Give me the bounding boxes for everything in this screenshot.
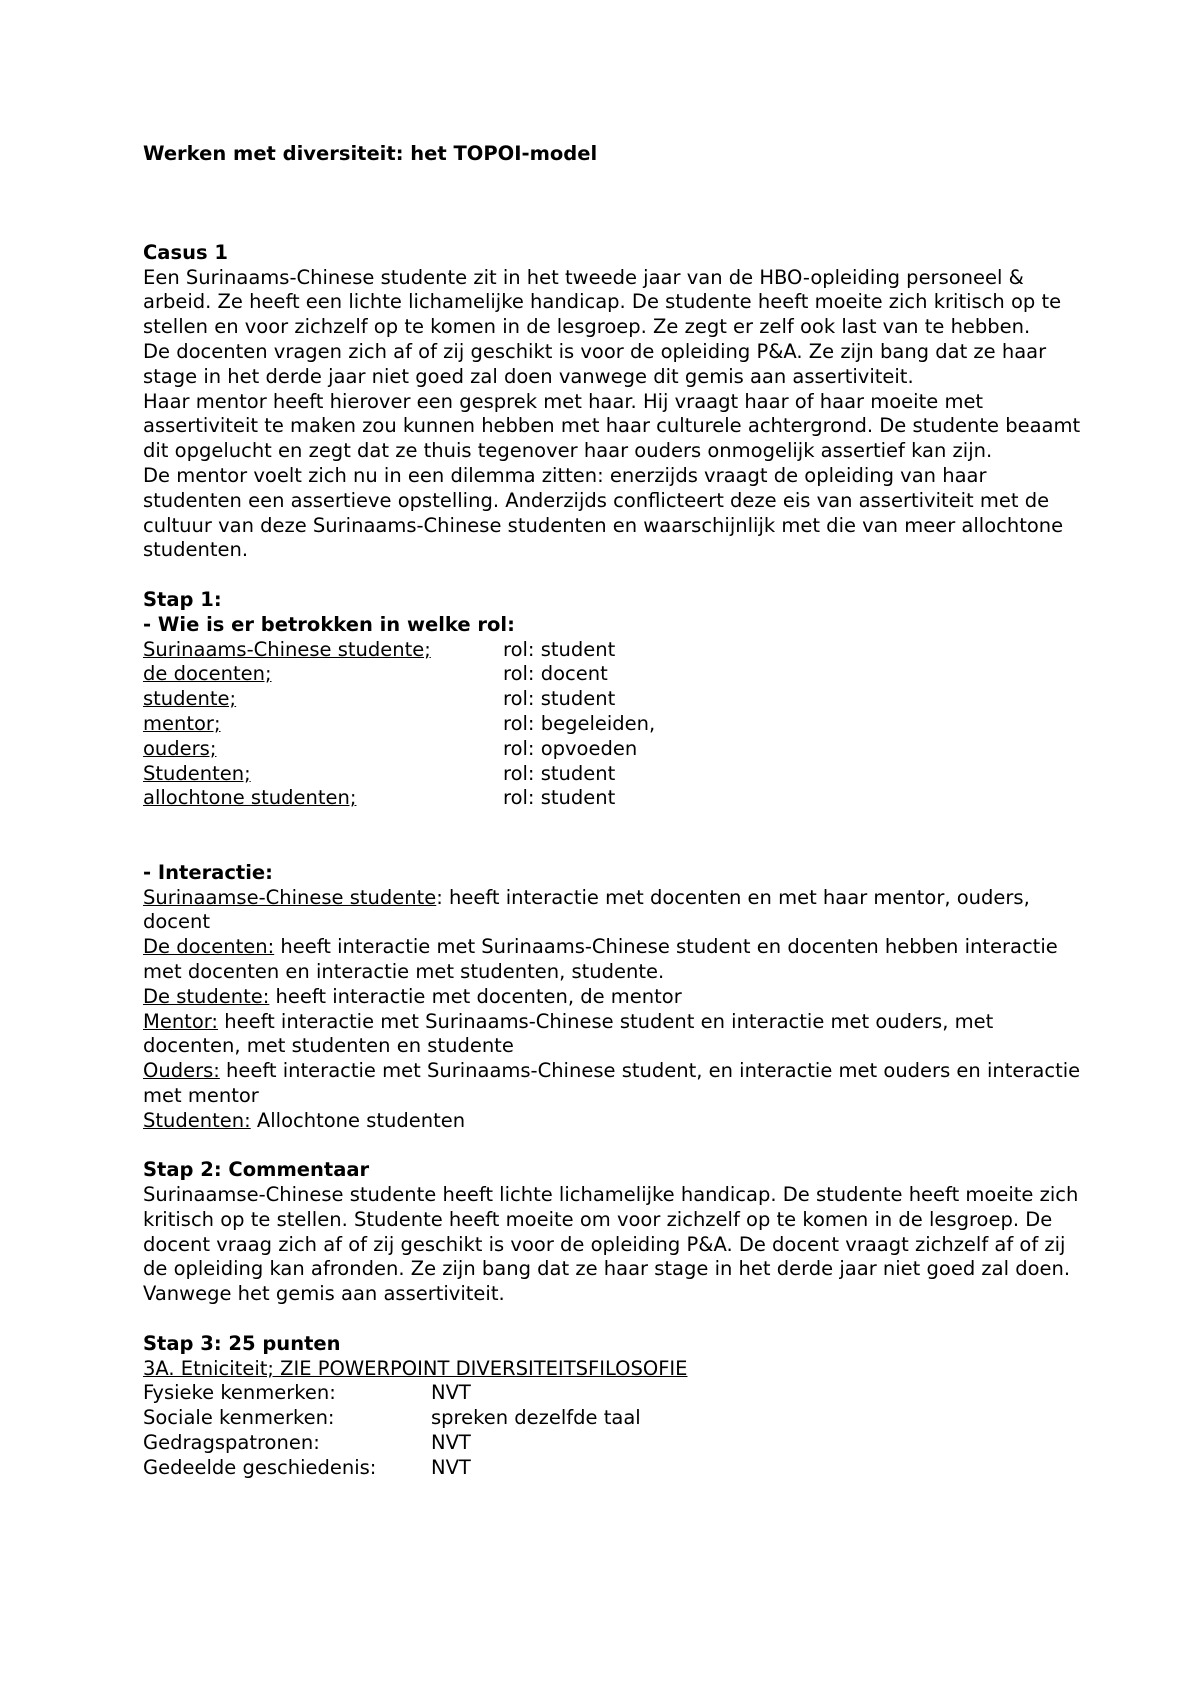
interactie-text: heeft interactie met Surinaams-Chinese student en docenten hebben interactie met docenten en interactie met studenten, studente. — [143, 935, 1058, 983]
interactie-who: De docenten: — [143, 935, 275, 959]
kenmerk-row — [143, 1406, 1083, 1431]
interactie-who: Studenten: — [143, 1108, 251, 1132]
kenmerk-row — [143, 1456, 1083, 1481]
kenmerk-value: NVT — [431, 1455, 471, 1479]
interactie-item — [143, 1010, 1083, 1060]
kenmerk-value: spreken dezelfde taal — [431, 1406, 641, 1430]
interactie-text: heeft interactie met Surinaams-Chinese student, en interactie met ouders en interactie met mentor — [143, 1059, 1081, 1107]
role-who: mentor; — [143, 711, 221, 735]
casus-paragraph: Een Surinaams-Chinese studente zit in het tweede jaar van de HBO-opleiding personeel & arbeid. Ze heeft een lichte lichamelijke handicap. De studente heeft moeite zich kritisch op te stellen en voor zichzelf op te komen in de lesgroep. Ze zegt er zelf ook last van te hebben. — [143, 265, 1062, 339]
kenmerk-label: Fysieke kenmerken: — [143, 1381, 336, 1405]
document-title: Werken met diversiteit: het TOPOI-model — [143, 142, 598, 165]
role-value: rol: student — [503, 786, 616, 810]
roles-list — [143, 638, 1083, 812]
role-who: ouders; — [143, 736, 217, 760]
role-row — [143, 638, 1083, 663]
casus-heading: Casus 1 — [143, 240, 228, 264]
role-value: rol: student — [503, 761, 616, 785]
interactie-who: Ouders: — [143, 1059, 220, 1083]
interactie-who: Surinaamse-Chinese studente — [143, 885, 437, 909]
kenmerk-row — [143, 1431, 1083, 1456]
role-who: Studenten; — [143, 761, 251, 785]
interactie-who: De studente: — [143, 984, 270, 1008]
interactie-item — [143, 985, 1083, 1010]
role-row — [143, 662, 1083, 687]
role-value: rol: student — [503, 687, 616, 711]
interactie-text: Allochtone studenten — [250, 1108, 466, 1132]
stap3-subheading-text: 3A. Etniciteit; ZIE POWERPOINT DIVERSITEITSFILOSOFIE — [143, 1356, 688, 1380]
casus-paragraph: Haar mentor heeft hierover een gesprek met haar. Hij vraagt haar of haar moeite met assertiviteit te maken zou kunnen hebben met haar culturele achtergrond. De studente beaamt dit opgelucht en zegt dat ze thuis tegenover haar ouders onmogelijk assertief kan zijn. — [143, 389, 1081, 463]
role-row — [143, 712, 1083, 737]
interactie-text: : heeft interactie met docenten en met haar mentor, ouders, docent — [143, 885, 1030, 934]
role-row — [143, 762, 1083, 787]
interactie-item — [143, 1059, 1083, 1109]
role-row — [143, 737, 1083, 762]
casus-paragraph: De mentor voelt zich nu in een dilemma zitten: enerzijds vraagt de opleiding van haar studenten een assertieve opstelling. Anderzijds conflicteert deze eis van assertiviteit met de cultuur van deze Surinaams-Chinese studenten en waarschijnlijk met die van meer allochtone studenten. — [143, 463, 1064, 562]
role-who: studente; — [143, 687, 237, 711]
interactie-item — [143, 935, 1083, 985]
kenmerk-row — [143, 1381, 1083, 1406]
interactie-text: heeft interactie met Surinaams-Chinese student en interactie met ouders, met docenten, met studenten en studente — [143, 1009, 994, 1058]
kenmerk-label: Gedeelde geschiedenis: — [143, 1455, 377, 1479]
stap3-subheading — [143, 1357, 1083, 1382]
stap2-heading: Stap 2: Commentaar — [143, 1158, 370, 1182]
stap1-heading: Stap 1: — [143, 587, 222, 611]
kenmerk-label: Sociale kenmerken: — [143, 1406, 335, 1430]
interactie-text: heeft interactie met docenten, de mentor — [269, 984, 682, 1008]
role-value: rol: student — [503, 637, 616, 661]
role-value: rol: docent — [503, 662, 608, 686]
role-value: rol: opvoeden — [503, 736, 638, 760]
stap1-subheading: - Wie is er betrokken in welke rol: — [143, 612, 515, 636]
stap3-heading: Stap 3: 25 punten — [143, 1331, 341, 1355]
role-who: Surinaams-Chinese studente; — [143, 637, 431, 661]
casus-paragraph: De docenten vragen zich af of zij geschikt is voor de opleiding P&A. Ze zijn bang dat ze haar stage in het derde jaar niet goed zal doen vanwege dit gemis aan assertiviteit. — [143, 339, 1047, 388]
role-value: rol: begeleiden, — [503, 711, 656, 735]
interactie-heading: - Interactie: — [143, 860, 273, 884]
role-row — [143, 786, 1083, 811]
role-who: allochtone studenten; — [143, 786, 357, 810]
interactie-item — [143, 1109, 1083, 1134]
kenmerk-label: Gedragspatronen: — [143, 1431, 320, 1455]
interactie-item — [143, 886, 1083, 936]
role-row — [143, 687, 1083, 712]
role-who: de docenten; — [143, 662, 272, 686]
kenmerk-value: NVT — [431, 1431, 471, 1455]
stap2-text: Surinaamse-Chinese studente heeft lichte lichamelijke handicap. De studente heeft moeite zich kritisch op te stellen. Studente heeft moeite om voor zichzelf op te komen in de lesgroep. De docent vraag zich af of zij geschikt is voor de opleiding P&A. De docent vraagt zichzelf af of zij de opleiding kan afronden. Ze zijn bang dat ze haar stage in het derde jaar niet goed zal doen. Vanwege het gemis aan assertiviteit. — [143, 1183, 1079, 1306]
interactie-who: Mentor: — [143, 1009, 219, 1033]
kenmerk-value: NVT — [431, 1381, 471, 1405]
document-page — [143, 142, 1083, 1481]
